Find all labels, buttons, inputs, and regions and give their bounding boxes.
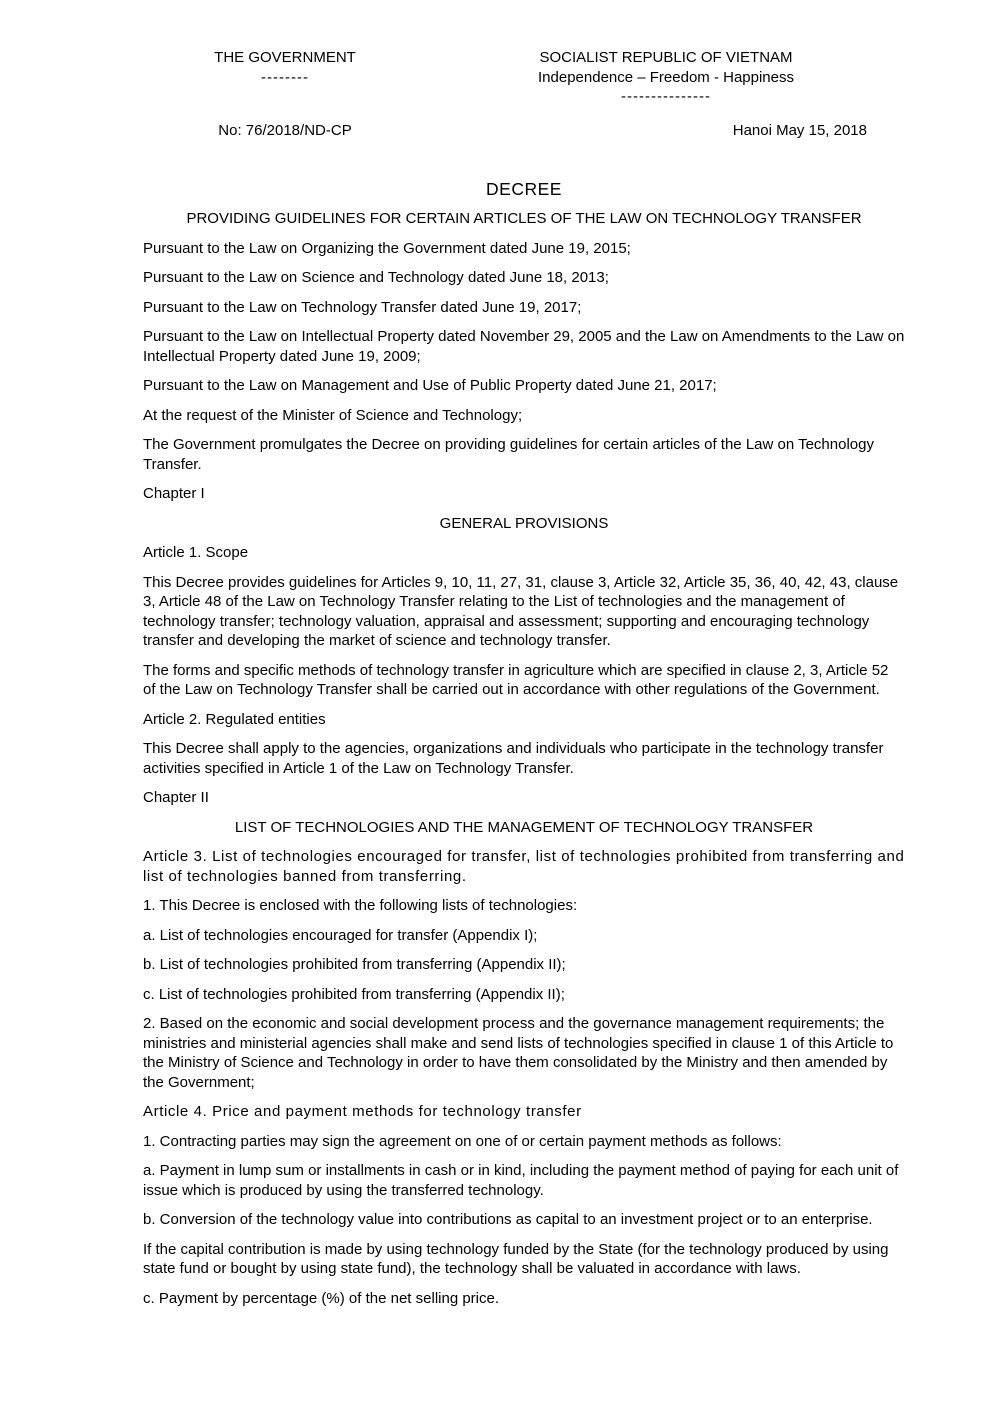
- chapter-heading: Chapter II: [143, 789, 209, 806]
- article-heading: Article 2. Regulated entities: [143, 710, 326, 728]
- document-number: No: 76/2018/ND-CP: [218, 121, 352, 139]
- country-name: SOCIALIST REPUBLIC OF VIETNAM: [539, 49, 793, 66]
- header-right-divider: ---------------: [621, 88, 711, 105]
- header-left-divider: --------: [261, 68, 309, 86]
- document-subtitle: PROVIDING GUIDELINES FOR CERTAIN ARTICLES OF THE LAW ON TECHNOLOGY TRANSFER: [186, 210, 862, 227]
- issuing-authority: THE GOVERNMENT: [214, 49, 356, 66]
- article-heading: Article 1. Scope: [143, 544, 249, 561]
- list-item: c. List of technologies prohibited from transferring (Appendix II);: [143, 985, 565, 1003]
- list-item: a. List of technologies encouraged for transfer (Appendix I);: [143, 926, 538, 944]
- chapter-title: GENERAL PROVISIONS: [439, 514, 609, 532]
- clause-item: 1. Contracting parties may sign the agreement on one of or certain payment methods as follows:: [143, 1132, 782, 1150]
- document-title: DECREE: [486, 179, 562, 199]
- header-meta-row: [143, 121, 905, 141]
- list-item: c. Payment by percentage (%) of the net selling price.: [143, 1289, 500, 1307]
- list-item: b. List of technologies prohibited from transferring (Appendix II);: [143, 956, 566, 973]
- pursuant-clause: Pursuant to the Law on Management and Use of Public Property dated June 21, 2017;: [143, 377, 717, 394]
- article-heading: Article 3. List of technologies encouraged for transfer, list of technologies prohibited from transferring and list of technologies banned from transferring.: [143, 848, 905, 885]
- paragraph: If the capital contribution is made by using technology funded by the State (for the technology produced by using state fund or bought by using state fund), the technology shall be valuated in accordance with laws.: [143, 1240, 889, 1277]
- pursuant-clause: Pursuant to the Law on Intellectual Property dated November 29, 2005 and the Law on Amendments to the Law on Intellectual Property dated June 19, 2009;: [143, 328, 905, 365]
- promulgation-clause: The Government promulgates the Decree on providing guidelines for certain articles of the Law on Technology Transfer.: [143, 436, 874, 473]
- place-and-date: Hanoi May 15, 2018: [732, 121, 867, 139]
- paragraph: The forms and specific methods of technology transfer in agriculture which are specified in clause 2, 3, Article 52 of the Law on Technology Transfer shall be carried out in accordance with other regulations of the Government.: [143, 661, 889, 698]
- header-left-block: [143, 48, 427, 107]
- clause-item: 1. This Decree is enclosed with the following lists of technologies:: [143, 897, 578, 914]
- list-item: b. Conversion of the technology value into contributions as capital to an investment project or to an enterprise.: [143, 1211, 873, 1228]
- national-motto: Independence – Freedom - Happiness: [538, 68, 794, 86]
- pursuant-clause: Pursuant to the Law on Technology Transfer dated June 19, 2017;: [143, 298, 582, 316]
- chapter-heading: Chapter I: [143, 485, 205, 502]
- document-header: [143, 48, 905, 107]
- clause-item: 2. Based on the economic and social development process and the governance management requirements; the ministries and ministerial agencies shall make and send lists of technologies specified in clause 1 of this Article to the Ministry of Science and Technology in order to have them consolidated by the Ministry and then amended by the Government;: [143, 1015, 894, 1091]
- header-right-block: [427, 48, 905, 107]
- article-heading: Article 4. Price and payment methods for technology transfer: [143, 1103, 582, 1120]
- paragraph: This Decree provides guidelines for Articles 9, 10, 11, 27, 31, clause 3, Article 32, Article 35, 36, 40, 42, 43, clause 3, Article 48 of the Law on Technology Transfer relating to the List of technologies and the management of technology transfer; technology valuation, appraisal and assessment; supporting and encouraging technology transfer and developing the market of science and technology transfer.: [143, 573, 899, 649]
- request-clause: At the request of the Minister of Science and Technology;: [143, 406, 523, 424]
- list-item: a. Payment in lump sum or installments in cash or in kind, including the payment method of paying for each unit of issue which is produced by using the transferred technology.: [143, 1162, 899, 1199]
- paragraph: This Decree shall apply to the agencies, organizations and individuals who participate in the technology transfer activities specified in Article 1 of the Law on Technology Transfer.: [143, 740, 884, 777]
- pursuant-clause: Pursuant to the Law on Organizing the Government dated June 19, 2015;: [143, 239, 631, 257]
- pursuant-clause: Pursuant to the Law on Science and Technology dated June 18, 2013;: [143, 269, 609, 286]
- chapter-title: LIST OF TECHNOLOGIES AND THE MANAGEMENT OF TECHNOLOGY TRANSFER: [234, 818, 814, 836]
